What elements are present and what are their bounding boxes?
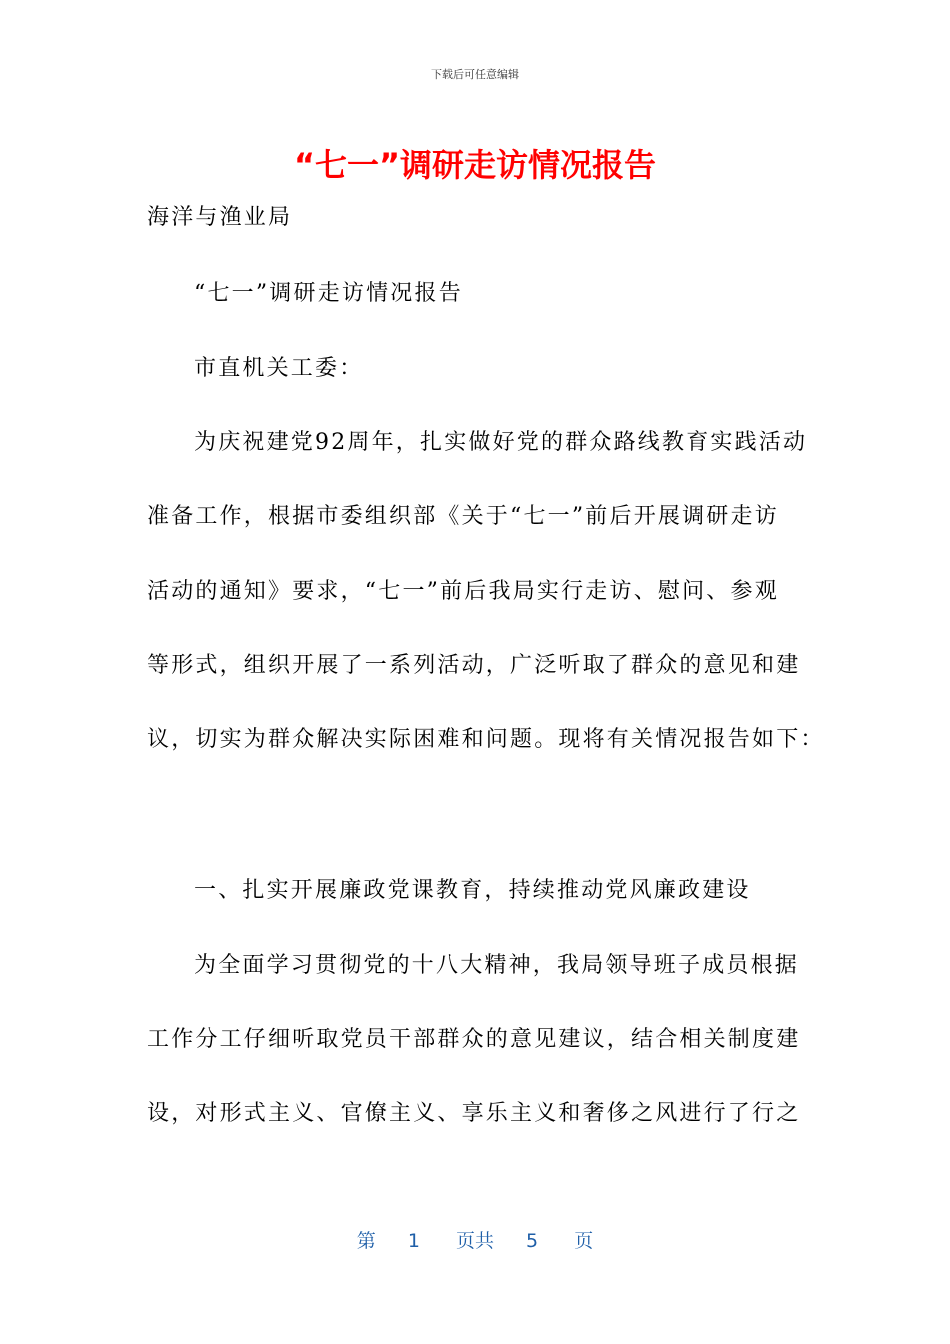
paragraph-line: 议，切实为群众解决实际困难和问题。现将有关情况报告如下：	[147, 727, 825, 752]
current-page-number: 1	[407, 1230, 420, 1252]
organization-line: 海洋与渔业局	[147, 205, 293, 230]
paragraph-line: 等形式，组织开展了一系列活动，广泛听取了群众的意见和建	[147, 653, 801, 678]
paragraph-line: 为庆祝建党92周年，扎实做好党的群众路线教育实践活动	[194, 430, 808, 455]
section-heading: 一、扎实开展廉政党课教育，持续推动党风廉政建设	[194, 878, 751, 903]
paragraph-line: 工作分工仔细听取党员干部群众的意见建议，结合相关制度建	[147, 1027, 801, 1052]
page-footer	[0, 1226, 950, 1253]
footer-prefix: 第	[356, 1230, 376, 1252]
addressee-line: 市直机关工委：	[194, 356, 364, 381]
paragraph-line: 设，对形式主义、官僚主义、享乐主义和奢侈之风进行了行之	[147, 1101, 801, 1126]
total-pages-number: 5	[526, 1230, 539, 1252]
paragraph-line: 活动的通知》要求，“七一”前后我局实行走访、慰问、参观	[147, 579, 779, 604]
document-title: “七一”调研走访情况报告	[293, 146, 657, 184]
footer-suffix: 页	[574, 1230, 594, 1252]
paragraph-line: 为全面学习贯彻党的十八大精神，我局领导班子成员根据	[194, 953, 800, 978]
footer-middle: 页共	[455, 1230, 494, 1252]
header-note: 下载后可任意编辑	[431, 68, 519, 81]
paragraph-line: 准备工作，根据市委组织部《关于“七一”前后开展调研走访	[147, 504, 779, 529]
report-subtitle: “七一”调研走访情况报告	[194, 281, 463, 306]
